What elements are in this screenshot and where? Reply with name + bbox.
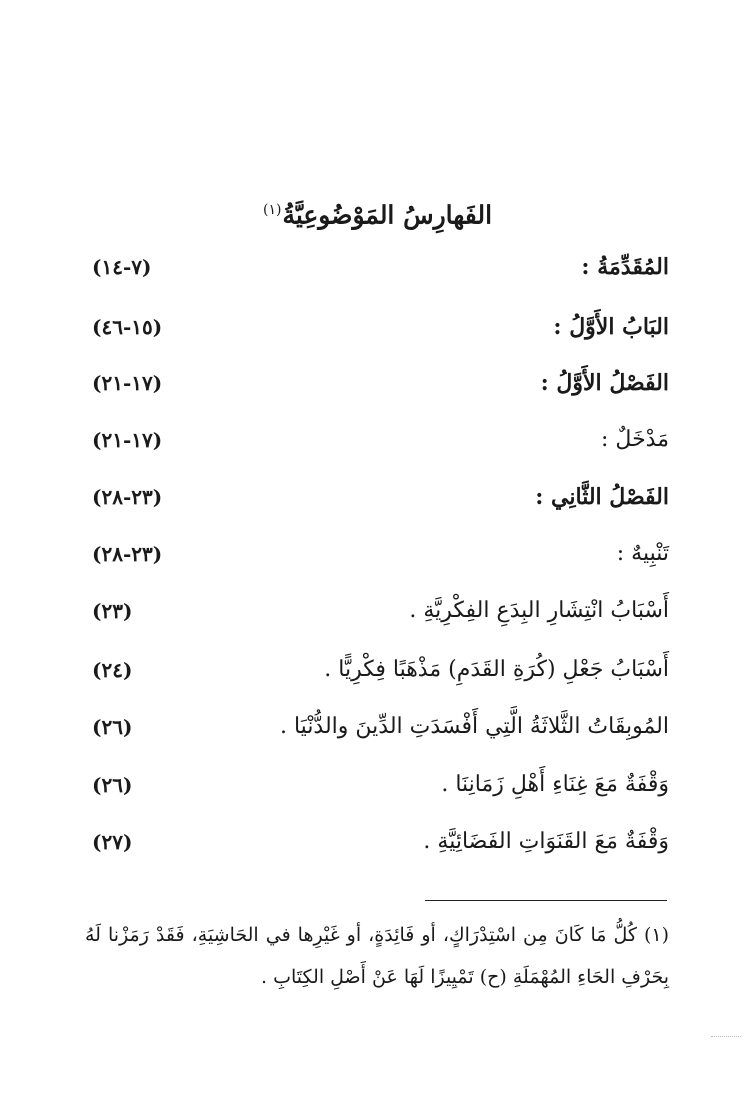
footnote-reference[interactable]: (١) [262,202,282,218]
toc-entry-pages: (٧-١٤) [92,255,152,279]
toc-entry-label: وَقْفَةٌ مَعَ القَنَوَاتِ الفَضَائِيَّةِ . [423,829,669,854]
toc-entry-pages: (١٧-٢١) [92,371,163,395]
toc-entry-pages: (٢٣-٢٨) [92,542,163,566]
toc-row-section-two[interactable] [92,477,669,517]
toc-entry-pages: (١٧-٢١) [92,428,163,452]
toc-entry-label: أَسْبَابُ جَعْلِ (كُرَةِ القَدَمِ) مَذْهَبًا فِكْرِيًّا . [324,657,669,682]
toc-row-chapter-one[interactable] [92,307,669,347]
toc-entry-pages: (٢٤) [92,658,133,682]
footnote-divider [425,900,667,901]
toc-entry-pages: (٢٣) [92,599,133,623]
toc-row-notice[interactable] [92,534,669,574]
toc-entry-label: الفَصْلُ الثَّانِي : [535,484,669,510]
footnote-text: (١) كُلُّ مَا كَانَ مِن اسْتِدْرَاكٍ، أو فَائِدَةٍ، أو غَيْرِها في الحَاشِيَةِ، فَقَدْ رَمَزْنا لَهُ بِحَرْفِ الحَاءِ المُهْمَلَةِ (ح) تَمْيِيزًا لَهَا عَنْ أَصْلِ الكِتَابِ . [85,924,669,988]
toc-entry-label: مَدْخَلٌ : [601,427,669,452]
page-title-text: الفَهارِسُ المَوْضُوعِيَّةُ [282,200,493,230]
toc-entry-pages: (١٥-٤٦) [92,315,163,339]
toc-row-section-one[interactable] [92,363,669,403]
toc-entry-label: المُقَدِّمَةُ : [581,254,669,280]
toc-row-football-causes[interactable] [92,650,669,690]
toc-row-singing-pause[interactable] [92,765,669,805]
toc-entry-label: تَنْبِيهٌ : [616,541,669,566]
toc-entry-pages: (٢٦) [92,715,133,739]
toc-entry-label: وَقْفَةٌ مَعَ غِنَاءِ أَهْلِ زَمَانِنَا . [441,772,669,797]
toc-row-entrance[interactable] [92,420,669,460]
toc-entry-label: البَابُ الأَوَّلُ : [553,314,669,340]
toc-row-innovations-causes[interactable] [92,591,669,631]
toc-entry-label: أَسْبَابُ انْتِشَارِ البِدَعِ الفِكْرِيَّةِ . [409,598,669,623]
scan-artifact [711,1036,741,1037]
toc-entry-label: المُوبِقَاتُ الثَّلاثَةُ الَّتِي أَفْسَدَتِ الدِّينَ والدُّنْيَا . [279,714,669,739]
toc-entry-pages: (٢٦) [92,773,133,797]
toc-entry-pages: (٢٣-٢٨) [92,485,163,509]
toc-row-introduction[interactable] [92,247,669,287]
page-title [0,190,755,235]
toc-row-satellite-pause[interactable] [92,822,669,862]
toc-entry-pages: (٢٧) [92,830,133,854]
toc-entry-label: الفَصْلُ الأَوَّلُ : [540,370,669,396]
toc-row-three-destroyers[interactable] [92,707,669,747]
